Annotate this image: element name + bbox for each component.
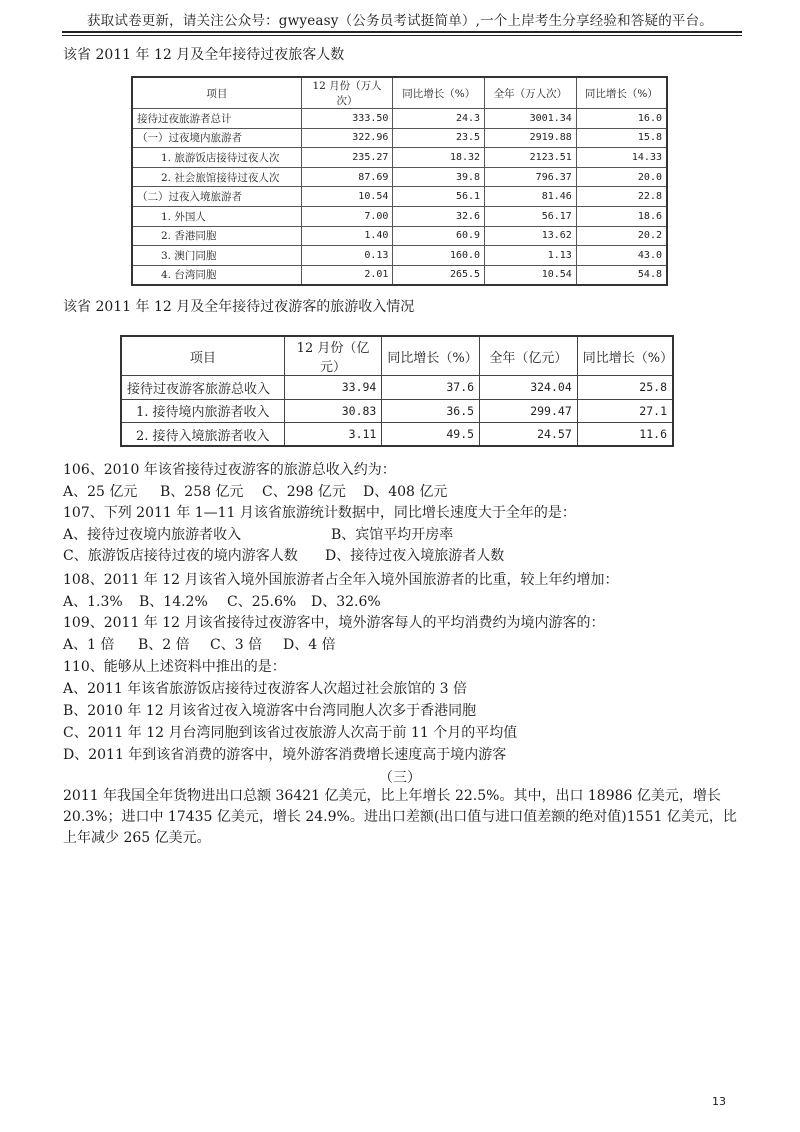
question-108-option-d[interactable]: D、32.6%: [311, 594, 381, 610]
table-cell: 1.40: [301, 226, 393, 246]
row-label: 1. 外国人: [132, 206, 301, 226]
table-cell: 54.8: [576, 265, 667, 285]
question-106-stem: 106、2010 年该省接待过夜游客的旅游总收入约为：: [63, 462, 396, 478]
question-110-option-d[interactable]: D、2011 年到该省消费的游客中，境外游客消费增长速度高于境内游客: [63, 747, 507, 763]
row-label: （二）过夜入境旅游者: [132, 187, 301, 207]
question-106-option-d[interactable]: D、408 亿元: [363, 484, 448, 500]
page-number: 13: [712, 1095, 726, 1108]
column-header: 同比增长（%）: [576, 77, 667, 109]
table-cell: 299.47: [480, 399, 578, 423]
column-header: 同比增长（%）: [382, 336, 480, 376]
row-label: 2. 香港同胞: [132, 226, 301, 246]
table-cell: 324.04: [480, 376, 578, 400]
table-cell: 796.37: [485, 167, 577, 187]
row-label: 接待过夜旅游者总计: [132, 109, 301, 129]
table-cell: 43.0: [576, 246, 667, 266]
table-cell: 49.5: [382, 423, 480, 447]
question-108-stem: 108、2011 年 12 月该省入境外国旅游者占全年入境外国旅游者的比重，较上年约增加：: [63, 572, 619, 588]
table-cell: 33.94: [284, 376, 382, 400]
page-header: 获取试卷更新，请关注公众号：gwyeasy（公务员考试挺简单）,一个上岸考生分享经验和答疑的平台。: [86, 13, 713, 29]
table-cell: 23.5: [393, 128, 485, 148]
table-cell: 333.50: [301, 109, 393, 129]
table-cell: 37.6: [382, 376, 480, 400]
row-label: 接待过夜游客旅游总收入: [121, 376, 284, 400]
table-cell: 27.1: [577, 399, 673, 423]
table-header-row: [132, 77, 667, 109]
table-row: [132, 246, 667, 266]
table-cell: 0.13: [301, 246, 393, 266]
column-header: 项目: [132, 77, 301, 109]
table-row: [132, 148, 667, 168]
table-cell: 32.6: [393, 206, 485, 226]
question-109-option-c[interactable]: C、3 倍: [210, 637, 263, 653]
table-cell: 10.54: [485, 265, 577, 285]
column-header: 12 月份（万人次）: [301, 77, 393, 109]
table2-caption: 该省 2011 年 12 月及全年接待过夜游客的旅游收入情况: [63, 299, 415, 315]
question-110-option-c[interactable]: C、2011 年 12 月台湾同胞到该省过夜旅游人次高于前 11 个月的平均值: [63, 725, 518, 741]
table-cell: 11.6: [577, 423, 673, 447]
question-107-option-a[interactable]: A、接待过夜境内旅游者收入: [63, 527, 242, 543]
question-110-stem: 110、能够从上述资料中推出的是：: [63, 659, 286, 675]
table-cell: 18.32: [393, 148, 485, 168]
table-header-row: [121, 336, 673, 376]
table1-caption: 该省 2011 年 12 月及全年接待过夜旅客人数: [63, 47, 345, 63]
row-label: 4. 台湾同胞: [132, 265, 301, 285]
question-107-option-c[interactable]: C、旅游饭店接待过夜的境内游客人数: [63, 548, 298, 564]
row-label: 2. 社会旅馆接待过夜人次: [132, 167, 301, 187]
table-row: [132, 187, 667, 207]
column-header: 12 月份（亿元）: [284, 336, 382, 376]
table-row: [121, 399, 673, 423]
table-row: [132, 109, 667, 129]
row-label: 2. 接待入境旅游者收入: [121, 423, 284, 447]
question-106-option-b[interactable]: B、258 亿元: [160, 484, 244, 500]
table-cell: 20.0: [576, 167, 667, 187]
column-header: 同比增长（%）: [393, 77, 485, 109]
question-109-option-b[interactable]: B、2 倍: [138, 637, 190, 653]
question-109-option-a[interactable]: A、1 倍: [63, 637, 115, 653]
table-row: [132, 167, 667, 187]
section-heading: （三）: [379, 770, 421, 786]
question-109-option-d[interactable]: D、4 倍: [283, 637, 336, 653]
table-cell: 24.3: [393, 109, 485, 129]
row-label: 3. 澳门同胞: [132, 246, 301, 266]
question-106-option-c[interactable]: C、298 亿元: [262, 484, 346, 500]
row-label: 1. 接待境内旅游者收入: [121, 399, 284, 423]
table-cell: 265.5: [393, 265, 485, 285]
question-108-option-c[interactable]: C、25.6%: [227, 594, 297, 610]
table-cell: 18.6: [576, 206, 667, 226]
table-cell: 2123.51: [485, 148, 577, 168]
question-108-option-b[interactable]: B、14.2%: [139, 594, 208, 610]
question-107-stem: 107、下列 2011 年 1—11 月该省旅游统计数据中，同比增长速度大于全年的是：: [63, 505, 576, 521]
table-cell: 81.46: [485, 187, 577, 207]
row-label: （一）过夜境内旅游者: [132, 128, 301, 148]
table-cell: 60.9: [393, 226, 485, 246]
table-cell: 322.96: [301, 128, 393, 148]
table-cell: 1.13: [485, 246, 577, 266]
table-cell: 87.69: [301, 167, 393, 187]
row-label: 1. 旅游饭店接待过夜人次: [132, 148, 301, 168]
table-cell: 3001.34: [485, 109, 577, 129]
tourists-table: [131, 76, 668, 286]
table-row: [132, 206, 667, 226]
table-cell: 7.00: [301, 206, 393, 226]
column-header: 全年（亿元）: [480, 336, 578, 376]
question-110-option-b[interactable]: B、2010 年 12 月该省过夜入境游客中台湾同胞人次多于香港同胞: [63, 703, 477, 719]
column-header: 全年（万人次）: [485, 77, 577, 109]
table-row: [121, 376, 673, 400]
table-cell: 56.17: [485, 206, 577, 226]
question-107-option-b[interactable]: B、宾馆平均开房率: [331, 527, 454, 543]
table-cell: 36.5: [382, 399, 480, 423]
table-cell: 16.0: [576, 109, 667, 129]
table-cell: 39.8: [393, 167, 485, 187]
question-106-option-a[interactable]: A、25 亿元: [63, 484, 138, 500]
column-header: 同比增长（%）: [577, 336, 673, 376]
table-cell: 3.11: [284, 423, 382, 447]
header-rule-thin: [62, 35, 742, 36]
table-cell: 24.57: [480, 423, 578, 447]
table-cell: 2.01: [301, 265, 393, 285]
table-cell: 22.8: [576, 187, 667, 207]
table-cell: 20.2: [576, 226, 667, 246]
table-cell: 235.27: [301, 148, 393, 168]
table-cell: 13.62: [485, 226, 577, 246]
table-cell: 14.33: [576, 148, 667, 168]
question-108-option-a[interactable]: A、1.3%: [63, 594, 123, 610]
header-rule: [62, 31, 742, 33]
table-row: [132, 226, 667, 246]
table-row: [132, 265, 667, 285]
section-paragraph: 2011 年我国全年货物进出口总额 36421 亿美元，比上年增长 22.5%。其中，出口 18986 亿美元，增长 20.3%；进口中 17435 亿美元，增长 24.9%。进出口差额(出口值与进口值差额的绝对值)1551 亿美元，比上年减少 265 亿美元。: [63, 788, 737, 846]
column-header: 项目: [121, 336, 284, 376]
table-cell: 160.0: [393, 246, 485, 266]
table-cell: 2919.88: [485, 128, 577, 148]
table-row: [132, 128, 667, 148]
table-cell: 25.8: [577, 376, 673, 400]
table-cell: 56.1: [393, 187, 485, 207]
question-110-option-a[interactable]: A、2011 年该省旅游饭店接待过夜游客人次超过社会旅馆的 3 倍: [63, 681, 467, 697]
income-table: [120, 335, 674, 447]
table-row: [121, 423, 673, 447]
table-cell: 30.83: [284, 399, 382, 423]
table-cell: 15.8: [576, 128, 667, 148]
question-109-stem: 109、2011 年 12 月该省接待过夜游客中，境外游客每人的平均消费约为境内游客的：: [63, 615, 605, 631]
question-107-option-d[interactable]: D、接待过夜入境旅游者人数: [325, 548, 505, 564]
table-cell: 10.54: [301, 187, 393, 207]
